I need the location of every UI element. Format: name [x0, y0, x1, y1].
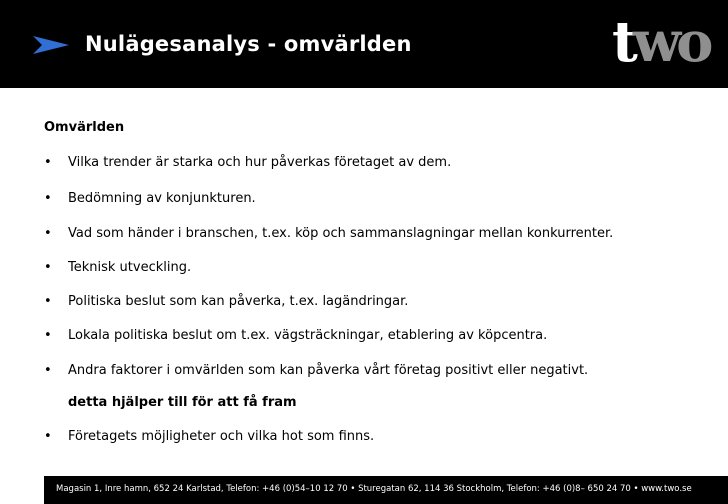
- list-item: Företagets möjligheter och vilka hot som finns.: [68, 429, 375, 444]
- arrow-icon: [33, 36, 69, 54]
- header-bar: [0, 0, 728, 88]
- note-text: detta hjälper till för att få fram: [68, 395, 297, 410]
- bullet-marker: •: [44, 328, 52, 343]
- bullet-marker: •: [44, 191, 52, 206]
- list-item: Vad som händer i branschen, t.ex. köp och sammanslagningar mellan konkurrenter.: [68, 226, 614, 241]
- bullet-marker: •: [44, 226, 52, 241]
- bullet-marker: •: [44, 294, 52, 309]
- list-item: Vilka trender är starka och hur påverkas företaget av dem.: [68, 155, 452, 170]
- list-item: Bedömning av konjunkturen.: [68, 191, 256, 206]
- footer-bar: [44, 476, 728, 504]
- list-item: Politiska beslut som kan påverka, t.ex. lagändringar.: [68, 294, 409, 309]
- footer-address: Magasin 1, Inre hamn, 652 24 Karlstad, Telefon: +46 (0)54–10 12 70 • Sturegatan 62, 114 36 Stockholm, Telefon: +46 (0)8– 650 24 70 • www.two.se: [56, 484, 692, 494]
- bullet-marker: •: [44, 363, 52, 378]
- two-logo: two: [612, 9, 709, 75]
- bullet-marker: •: [44, 429, 52, 444]
- list-item: Lokala politiska beslut om t.ex. vägsträckningar, etablering av köpcentra.: [68, 328, 548, 343]
- section-heading: Omvärlden: [44, 120, 125, 135]
- page-title: Nulägesanalys - omvärlden: [85, 32, 412, 56]
- bullet-marker: •: [44, 155, 52, 170]
- bullet-marker: •: [44, 260, 52, 275]
- list-item: Andra faktorer i omvärlden som kan påverka vårt företag positivt eller negativt.: [68, 363, 589, 378]
- list-item: Teknisk utveckling.: [68, 260, 192, 275]
